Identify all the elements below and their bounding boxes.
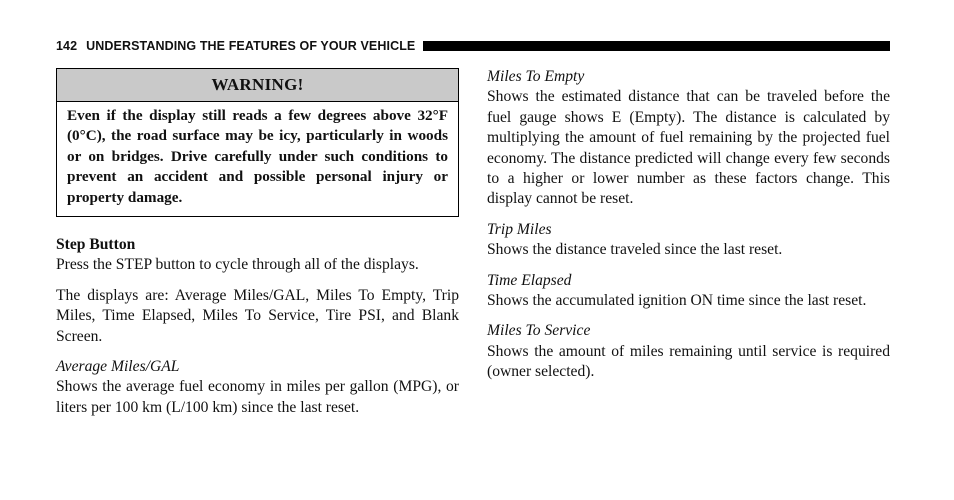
page-header (56, 38, 890, 54)
miles-to-service-heading: Miles To Service (487, 322, 591, 340)
step-button-text: Press the STEP button to cycle through all of the displays. (56, 256, 419, 274)
trip-miles-text: Shows the distance traveled since the last reset. (487, 241, 783, 259)
right-column (487, 67, 890, 383)
section-title: UNDERSTANDING THE FEATURES OF YOUR VEHICLE (86, 39, 416, 53)
miles-to-empty-text: Shows the estimated distance that can be traveled before the fuel gauge shows E (Empty). The distance is calculated by multiplying the amount of fuel remaining by the projected fuel economy. The distance predicted will change every few seconds to a higher or lower number as these factors change. This display cannot be reset. (487, 88, 890, 208)
displays-list-text: The displays are: Average Miles/GAL, Miles To Empty, Trip Miles, Time Elapsed, Miles To Service, Tire PSI, and Blank Screen. (56, 286, 459, 345)
average-miles-text: Shows the average fuel economy in miles per gallon (MPG), or liters per 100 km (L/100 km) since the last reset. (56, 378, 459, 416)
time-elapsed-text: Shows the accumulated ignition ON time since the last reset. (487, 292, 867, 310)
warning-text: Even if the display still reads a few degrees above 32°F (0°C), the road surface may be icy, particularly in woods or on bridges. Drive carefully under such conditions to prevent an accident and possible personal injury or property damage. (67, 107, 448, 206)
warning-title: WARNING! (57, 69, 458, 102)
time-elapsed-heading: Time Elapsed (487, 271, 572, 289)
warning-box (56, 68, 459, 217)
page-number: 142 (56, 39, 78, 53)
miles-to-service-text: Shows the amount of miles remaining until service is required (owner selected). (487, 342, 890, 381)
step-button-heading: Step Button (56, 236, 136, 254)
average-miles-heading: Average Miles/GAL (56, 358, 180, 376)
miles-to-empty-heading: Miles To Empty (487, 68, 585, 85)
header-rule (423, 41, 890, 51)
left-column (56, 68, 459, 418)
trip-miles-heading: Trip Miles (487, 220, 552, 238)
